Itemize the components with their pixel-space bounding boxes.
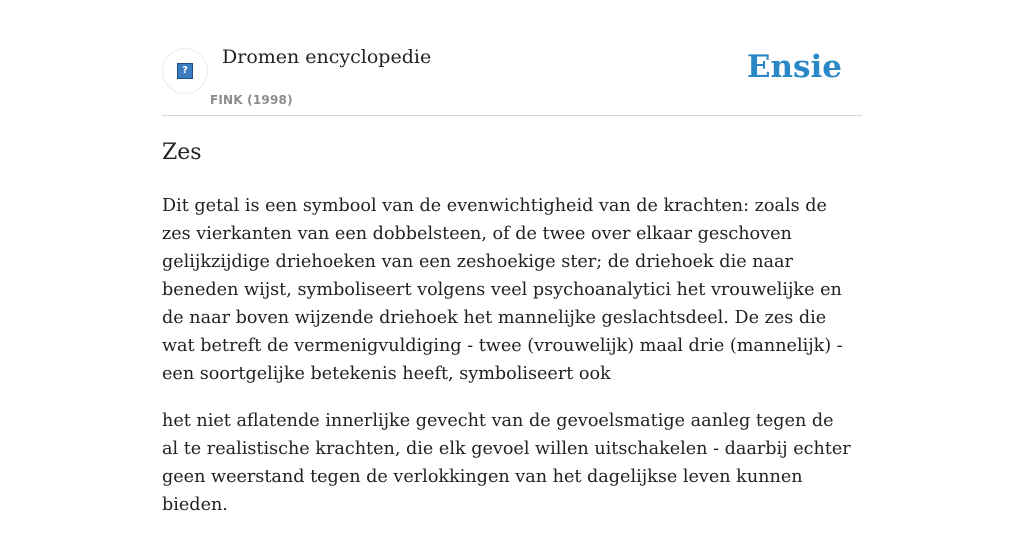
question-book-icon[interactable] [162, 48, 208, 94]
ensie-logo[interactable]: Ensie [746, 49, 842, 85]
question-mark-glyph: ? [177, 63, 193, 79]
source-title[interactable]: Dromen encyclopedie [222, 46, 432, 68]
entry-content [162, 192, 852, 538]
entry-paragraph-1: Dit getal is een symbool van de evenwichtigheid van de krachten: zoals de zes vierkanten van een dobbelsteen, of de twee over elkaar geschoven gelijkzijdige driehoeken van een zeshoekige ster; de driehoek die naar beneden wijst, symboliseert volgens veel psychoanalytici het vrouwelijke en de naar boven wijzende driehoek het mannelijke geslachtsdeel. De zes die wat betreft de vermenigvuldiging - twee (vrouwelijk) maal drie (mannelijk) - een soortgelijke betekenis heeft, symboliseert ook [162, 196, 843, 384]
source-meta: FINK (1998) [210, 93, 293, 107]
entry-header [162, 40, 862, 116]
entry-title: Zes [162, 140, 202, 165]
entry-paragraph-2: het niet aflatende innerlijke gevecht van de gevoelsmatige aanleg tegen de al te realistische krachten, die elk gevoel willen uitschakelen - daarbij echter geen weerstand tegen de verlokkingen van het dagelijkse leven kunnen bieden. [162, 411, 851, 515]
